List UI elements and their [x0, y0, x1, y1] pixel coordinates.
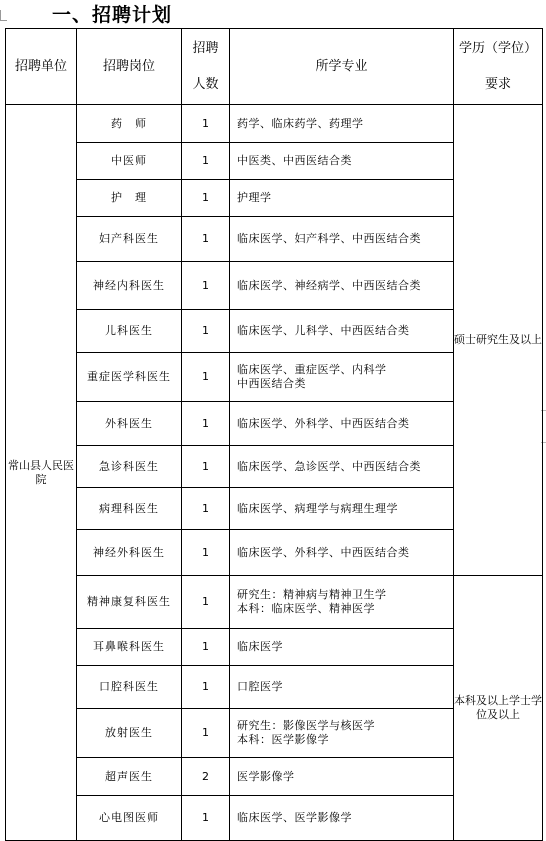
count-cell: 1 [182, 310, 230, 353]
post-cell: 病理科医生 [77, 488, 182, 530]
post-cell: 药 师 [77, 105, 182, 143]
major-cell [230, 143, 454, 180]
post-cell: 精神康复科医生 [77, 576, 182, 629]
post-cell: 神经内科医生 [77, 262, 182, 310]
header-count-line2: 人数 [192, 76, 219, 92]
major-cell [230, 758, 454, 796]
post-cell: 妇产科医生 [77, 217, 182, 262]
major-cell [230, 446, 454, 488]
major-line: 临床医学、儿科学、中西医结合类 [237, 324, 410, 337]
post-cell: 口腔科医生 [77, 666, 182, 709]
post-cell: 超声医生 [77, 758, 182, 796]
major-cell [230, 262, 454, 310]
major-line: 临床医学、重症医学、内科学 [237, 363, 387, 376]
header-count-line1: 招聘 [192, 40, 219, 56]
count-cell: 1 [182, 446, 230, 488]
count-cell: 1 [182, 217, 230, 262]
major-cell [230, 310, 454, 353]
major-cell [230, 629, 454, 666]
count-cell: 1 [182, 576, 230, 629]
major-line: 临床医学、病理学与病理生理学 [237, 501, 398, 515]
major-cell [230, 796, 454, 841]
header-edu-line1: 学历（学位） [458, 40, 537, 56]
post-cell: 重症医学科医生 [77, 353, 182, 402]
major-cell [230, 217, 454, 262]
section-title: 一、招聘计划 [52, 4, 173, 26]
education-cell-group-2: 本科及以上学士学位及以上 [454, 576, 543, 841]
major-cell [230, 530, 454, 576]
major-cell [230, 576, 454, 629]
major-line: 医学影像学 [237, 769, 295, 783]
major-line: 本科：临床医学、精神医学 [237, 602, 375, 615]
major-line: 临床医学、医学影像学 [237, 811, 352, 824]
post-cell: 放射医生 [77, 709, 182, 758]
major-line: 临床医学、外科学、中西医结合类 [237, 545, 410, 559]
major-line: 本科：医学影像学 [237, 733, 329, 746]
major-cell [230, 402, 454, 446]
major-line: 临床医学、外科学、中西医结合类 [237, 416, 410, 430]
header-major: 所学专业 [230, 29, 454, 105]
count-cell: 2 [182, 758, 230, 796]
header-education [454, 29, 543, 105]
count-cell: 1 [182, 629, 230, 666]
count-cell: 1 [182, 353, 230, 402]
count-cell: 1 [182, 488, 230, 530]
table-row [6, 576, 543, 629]
education-cell-group-1: 硕士研究生及以上 [454, 105, 543, 576]
count-cell: 1 [182, 105, 230, 143]
major-cell [230, 666, 454, 709]
major-cell [230, 105, 454, 143]
post-cell: 儿科医生 [77, 310, 182, 353]
table-body [6, 105, 543, 841]
major-line: 临床医学、急诊医学、中西医结合类 [237, 459, 421, 473]
header-unit: 招聘单位 [6, 29, 77, 105]
count-cell: 1 [182, 143, 230, 180]
post-cell: 耳鼻喉科医生 [77, 629, 182, 666]
major-line: 临床医学、妇产科学、中西医结合类 [237, 232, 421, 245]
post-cell: 外科医生 [77, 402, 182, 446]
count-cell: 1 [182, 402, 230, 446]
post-cell: 神经外科医生 [77, 530, 182, 576]
major-line: 口腔医学 [237, 680, 283, 693]
header-edu-line2: 要求 [484, 76, 511, 92]
recruitment-plan-table [5, 28, 543, 841]
count-cell: 1 [182, 530, 230, 576]
header-post: 招聘岗位 [77, 29, 182, 105]
major-cell [230, 488, 454, 530]
unit-cell: 常山县人民医院 [6, 105, 77, 841]
post-cell: 护 理 [77, 180, 182, 217]
major-line: 药学、临床药学、药理学 [237, 116, 364, 130]
major-line: 研究生：精神病与精神卫生学 [237, 588, 387, 601]
major-line: 中西医结合类 [237, 377, 306, 390]
major-line: 中医类、中西医结合类 [237, 154, 352, 167]
post-cell: 急诊科医生 [77, 446, 182, 488]
count-cell: 1 [182, 666, 230, 709]
major-cell [230, 353, 454, 402]
header-count [182, 29, 230, 105]
count-cell: 1 [182, 262, 230, 310]
count-cell: 1 [182, 796, 230, 841]
count-cell: 1 [182, 709, 230, 758]
count-cell: 1 [182, 180, 230, 217]
table-row [6, 105, 543, 143]
corner-mark [0, 10, 7, 21]
major-line: 临床医学、神经病学、中西医结合类 [237, 278, 421, 292]
post-cell: 心电图医师 [77, 796, 182, 841]
major-cell [230, 709, 454, 758]
major-line: 临床医学 [237, 640, 283, 653]
major-line: 研究生：影像医学与核医学 [237, 719, 375, 732]
table-header-row [6, 29, 543, 105]
post-cell: 中医师 [77, 143, 182, 180]
major-cell [230, 180, 454, 217]
major-line: 护理学 [237, 191, 272, 204]
